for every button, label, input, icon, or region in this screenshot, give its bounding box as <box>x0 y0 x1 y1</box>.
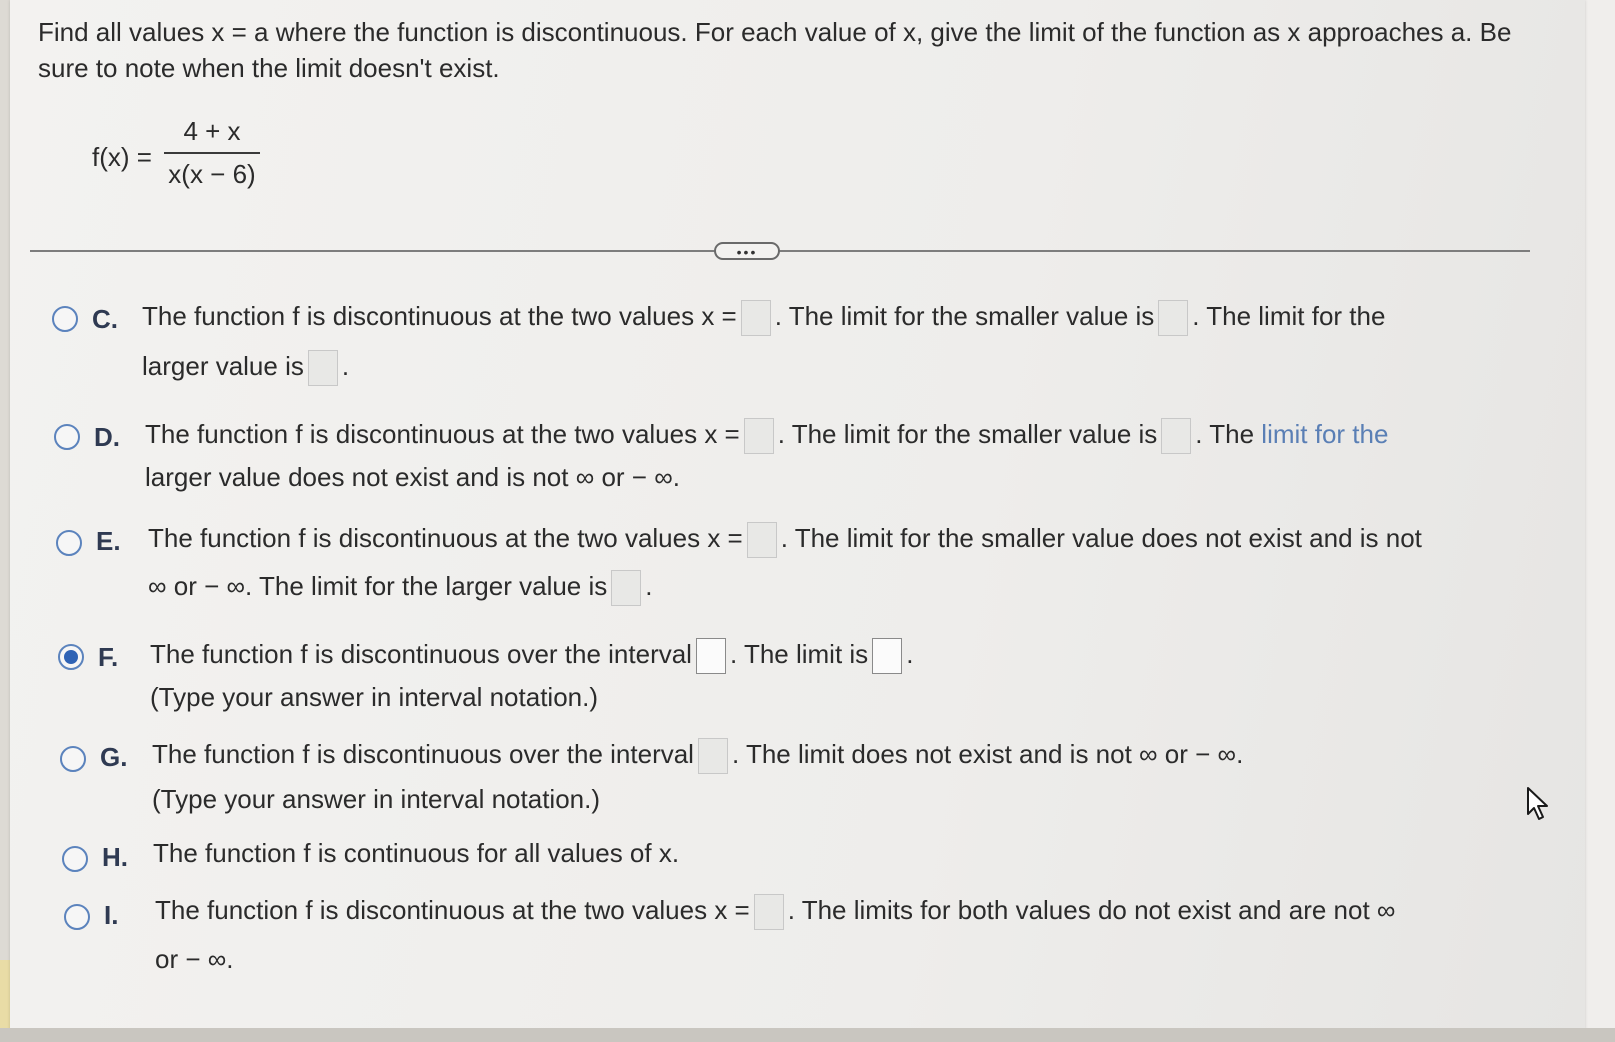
option-c-text: larger value is <box>142 350 304 381</box>
option-c-text: . The limit for the <box>1192 300 1386 331</box>
radio-option-e[interactable] <box>56 530 82 556</box>
option-e-text: . The limit for the smaller value does not exist and is not <box>780 522 1422 553</box>
option-e-text: The function f is discontinuous at the two values x = <box>148 522 743 553</box>
radio-option-i[interactable] <box>64 904 90 930</box>
option-d-text: The function f is discontinuous at the two values x = <box>145 418 740 449</box>
option-f-hint: (Type your answer in interval notation.) <box>150 682 598 712</box>
option-letter-d: D. <box>94 422 120 452</box>
radio-option-c[interactable] <box>52 306 78 332</box>
option-d-line-2: larger value does not exist and is not ∞ or − ∞. <box>145 462 680 492</box>
expand-button[interactable]: ••• <box>714 242 780 260</box>
answer-box-f-limit[interactable] <box>872 638 902 674</box>
divider-line <box>30 250 1530 252</box>
answer-box-d-x[interactable] <box>744 418 774 454</box>
option-f-text: . The limit is <box>729 638 869 669</box>
option-i-text: . The limits for both values do not exist and are not ∞ <box>787 894 1396 925</box>
answer-box-i-x[interactable] <box>754 894 784 930</box>
answer-box-c-larger-limit[interactable] <box>308 350 338 386</box>
option-letter-h: H. <box>102 842 128 872</box>
option-e-text: . <box>645 570 653 601</box>
option-d-line-1 <box>145 418 1388 454</box>
option-letter-e: E. <box>96 526 121 556</box>
radio-option-d[interactable] <box>54 424 80 450</box>
numerator: 4 + x <box>183 116 241 146</box>
answer-box-c-smaller-limit[interactable] <box>1158 300 1188 336</box>
option-e-line-2 <box>148 570 653 606</box>
function-lhs: f(x) = <box>92 142 152 172</box>
option-c-line-1 <box>142 300 1385 336</box>
fraction-bar <box>164 152 260 154</box>
option-e-line-1 <box>148 522 1422 558</box>
option-c-text: . The limit for the smaller value is <box>774 300 1155 331</box>
option-f-text: The function f is discontinuous over the interval <box>150 638 692 669</box>
option-f-line-1 <box>150 638 913 674</box>
option-letter-c: C. <box>92 304 118 334</box>
option-f-text: . <box>906 638 914 669</box>
option-letter-f: F. <box>98 642 119 672</box>
option-g-hint: (Type your answer in interval notation.) <box>152 784 600 814</box>
option-i-line-2: or − ∞. <box>155 944 234 974</box>
option-g-text: The function f is discontinuous over the interval <box>152 738 694 769</box>
option-letter-g: G. <box>100 742 128 772</box>
answer-box-f-interval[interactable] <box>696 638 726 674</box>
question-text: Find all values x = a where the function is discontinuous. For each value of x, give the limit of the function as x approaches a. Be sure to note when the limit doesn't exist. <box>38 17 1512 83</box>
answer-box-g-interval[interactable] <box>698 738 728 774</box>
option-i-line-1 <box>155 894 1395 930</box>
option-letter-i: I. <box>104 900 119 930</box>
mouse-cursor-icon <box>1526 786 1552 822</box>
screen-bottom-edge <box>0 1028 1615 1042</box>
radio-option-h[interactable] <box>62 846 88 872</box>
answer-box-e-larger-limit[interactable] <box>611 570 641 606</box>
answer-box-e-x[interactable] <box>747 522 777 558</box>
option-d-text: . The <box>1195 418 1262 449</box>
option-i-text: The function f is discontinuous at the two values x = <box>155 894 750 925</box>
option-c-text: The function f is discontinuous at the two values x = <box>142 300 737 331</box>
denominator: x(x − 6) <box>168 159 256 189</box>
answer-box-c-x[interactable] <box>741 300 771 336</box>
left-edge <box>0 0 10 1042</box>
radio-option-g[interactable] <box>60 746 86 772</box>
option-g-text: . The limit does not exist and is not ∞ or − ∞. <box>731 738 1244 769</box>
option-d-text: limit for the <box>1261 418 1389 449</box>
option-g-line-1 <box>152 738 1243 774</box>
fraction <box>164 116 260 190</box>
answer-box-d-smaller-limit[interactable] <box>1161 418 1191 454</box>
option-c-line-2 <box>142 350 349 386</box>
radio-option-f[interactable] <box>58 644 84 670</box>
option-e-text: ∞ or − ∞. The limit for the larger value is <box>148 570 608 601</box>
option-c-text: . <box>341 350 350 381</box>
option-d-text: . The limit for the smaller value is <box>777 418 1158 449</box>
option-h-text: The function f is continuous for all values of x. <box>153 838 680 868</box>
